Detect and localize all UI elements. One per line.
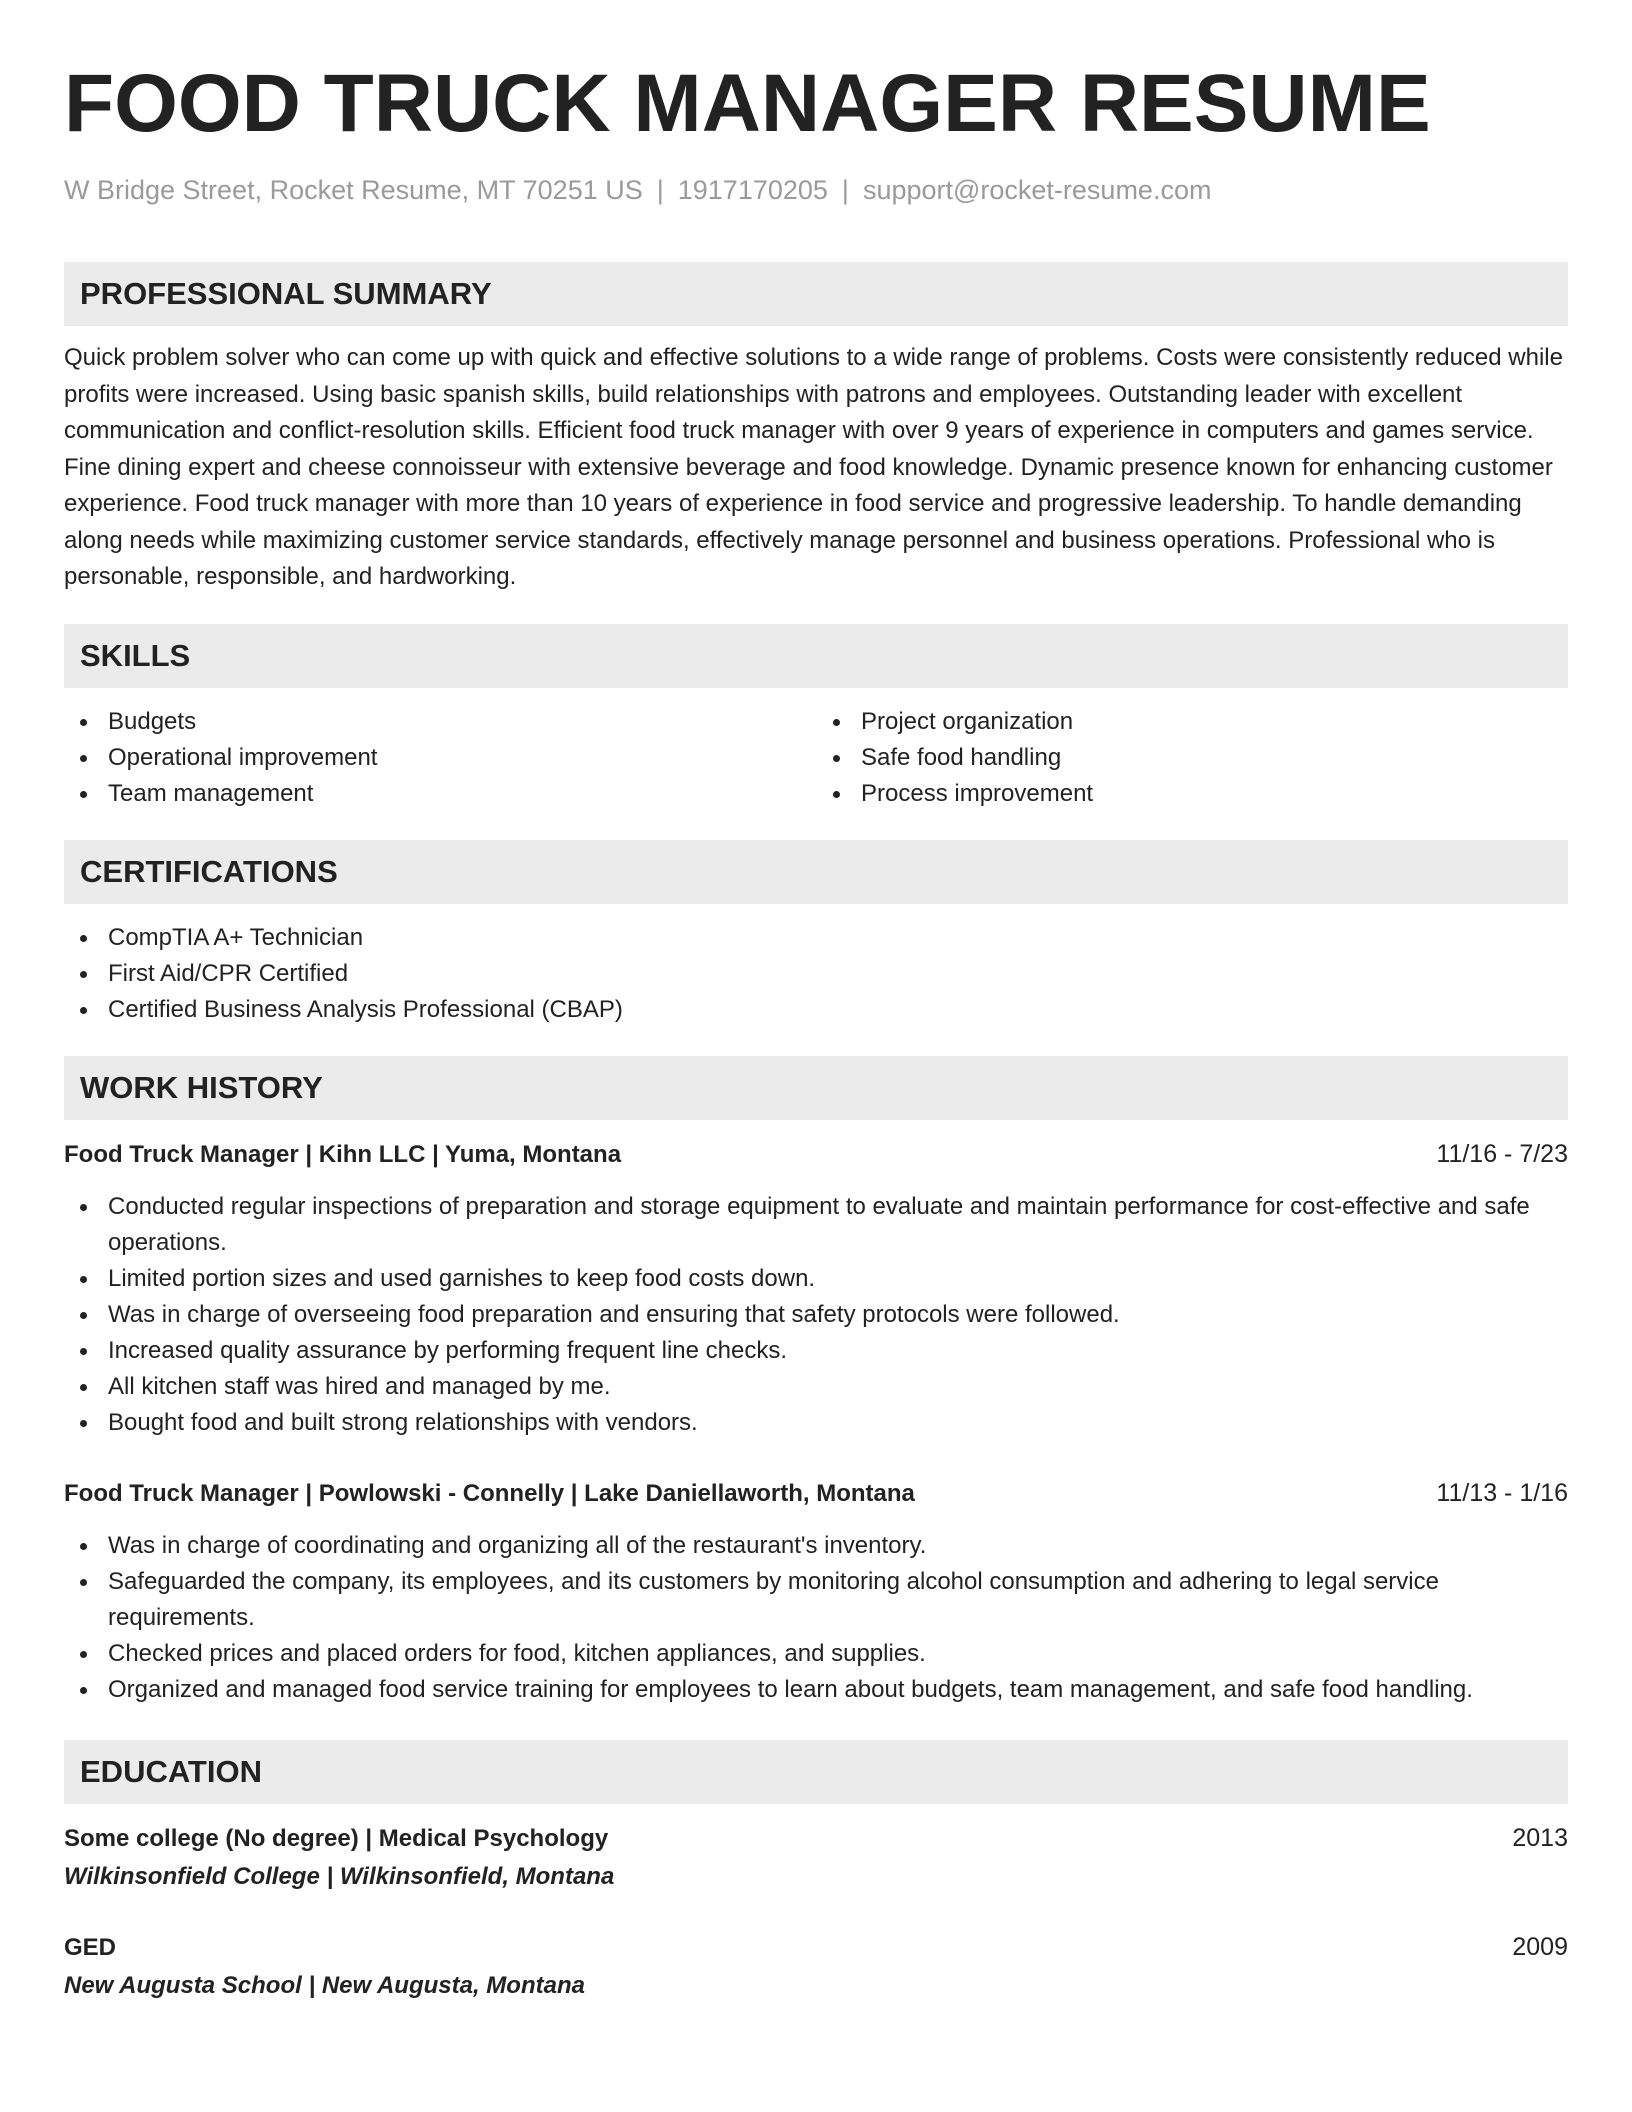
education-school: Wilkinsonfield College | Wilkinsonfield, Montana (64, 1862, 615, 1890)
skill-item: Budgets (64, 704, 815, 740)
job-dates: 11/13 - 1/16 (1436, 1478, 1568, 1507)
education-degree: GED (64, 1933, 117, 1961)
skill-item: Team management (64, 776, 815, 812)
job-bullet: Increased quality assurance by performing frequent line checks. (64, 1333, 1568, 1369)
skills-column-right (815, 704, 1568, 812)
job-title: Food Truck Manager | Powlowski - Connelly | Lake Daniellaworth, Montana (64, 1479, 915, 1507)
education-header (64, 1820, 1568, 1857)
skills-column-left (64, 704, 815, 812)
skill-item: Project organization (817, 704, 1568, 740)
section-heading-skills: SKILLS (64, 624, 1568, 688)
contact-separator: | (656, 175, 664, 205)
section-heading-certifications: CERTIFICATIONS (64, 840, 1568, 904)
section-heading-work-history: WORK HISTORY (64, 1056, 1568, 1120)
skills-grid (64, 704, 1568, 812)
summary-text: Quick problem solver who can come up with quick and effective solutions to a wide range of problems. Costs were consistently reduced while profits were increased. Using basic spanish skills, build relationships with patrons and employees. Outstanding leader with excellent communication and conflict-resolution skills. Efficient food truck manager with over 9 years of experience in computers and games service. Fine dining expert and cheese connoisseur with extensive beverage and food knowledge. Dynamic presence known for enhancing customer experience. Food truck manager with more than 10 years of experience in food service and progressive leadership. To handle demanding along needs while maximizing customer service standards, effectively manage personnel and business operations. Professional who is personable, responsible, and hardworking. (64, 344, 1563, 590)
job-header (64, 1475, 1568, 1512)
skills-list-left (64, 704, 815, 812)
job-bullets (64, 1189, 1568, 1441)
job-bullet: Checked prices and placed orders for food, kitchen appliances, and supplies. (64, 1636, 1568, 1672)
contact-phone: 1917170205 (677, 175, 828, 205)
contact-email: support@rocket-resume.com (862, 175, 1212, 205)
job-bullet: Was in charge of coordinating and organizing all of the restaurant's inventory. (64, 1528, 1568, 1564)
education-year: 2013 (1512, 1823, 1568, 1852)
job-bullet: Conducted regular inspections of preparation and storage equipment to evaluate and maintain performance for cost-effective and safe operations. (64, 1189, 1568, 1261)
certifications-list (64, 920, 1568, 1028)
job-title: Food Truck Manager | Kihn LLC | Yuma, Montana (64, 1140, 622, 1168)
skills-list-right (817, 704, 1568, 812)
job-bullet: Organized and managed food service training for employees to learn about budgets, team management, and safe food handling. (64, 1672, 1568, 1708)
resume-title: FOOD TRUCK MANAGER RESUME (64, 58, 1431, 149)
certification-item: First Aid/CPR Certified (64, 956, 1568, 992)
education-year: 2009 (1512, 1932, 1568, 1961)
job-dates: 11/16 - 7/23 (1436, 1139, 1568, 1168)
certification-item: Certified Business Analysis Professional (CBAP) (64, 992, 1568, 1028)
section-heading-education: EDUCATION (64, 1740, 1568, 1804)
skill-item: Process improvement (817, 776, 1568, 812)
job-bullet: All kitchen staff was hired and managed by me. (64, 1369, 1568, 1405)
contact-line (64, 170, 1568, 210)
education-degree: Some college (No degree) | Medical Psychology (64, 1824, 609, 1852)
contact-address: W Bridge Street, Rocket Resume, MT 70251 US (64, 175, 643, 205)
skill-item: Safe food handling (817, 740, 1568, 776)
education-school: New Augusta School | New Augusta, Montana (64, 1971, 585, 1999)
job-bullet: Bought food and built strong relationships with vendors. (64, 1405, 1568, 1441)
job-bullets (64, 1528, 1568, 1708)
skill-item: Operational improvement (64, 740, 815, 776)
job-header (64, 1136, 1568, 1173)
education-header (64, 1929, 1568, 1966)
certification-item: CompTIA A+ Technician (64, 920, 1568, 956)
section-heading-summary: PROFESSIONAL SUMMARY (64, 262, 1568, 326)
job-bullet: Was in charge of overseeing food preparation and ensuring that safety protocols were followed. (64, 1297, 1568, 1333)
job-bullet: Safeguarded the company, its employees, and its customers by monitoring alcohol consumption and adhering to legal service requirements. (64, 1564, 1568, 1636)
contact-separator: | (841, 175, 849, 205)
job-bullet: Limited portion sizes and used garnishes to keep food costs down. (64, 1261, 1568, 1297)
